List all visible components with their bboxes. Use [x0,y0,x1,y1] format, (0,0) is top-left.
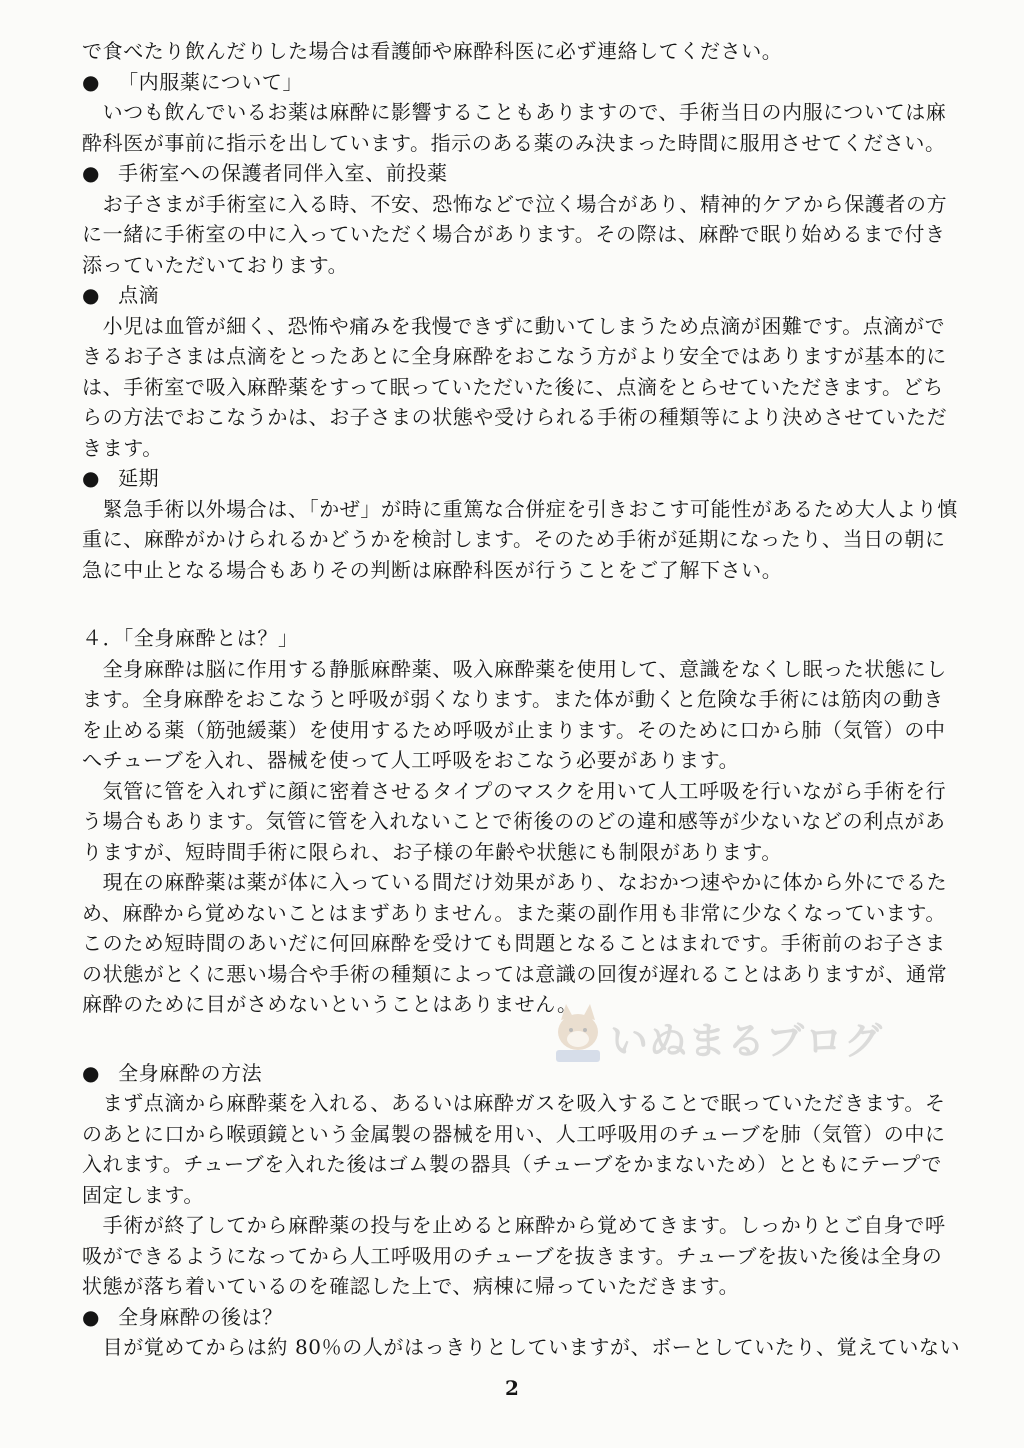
watermark-text: いぬまるブログ [610,1019,884,1063]
text-line: まず点滴から麻酔薬を入れる、あるいは麻酔ガスを吸入することで眠っていただきます。そ [82,1091,946,1115]
bullet-heading: ● 手術室への保護者同伴入室、前投薬 [82,158,922,189]
text-line: このため短時間のあいだに何回麻酔を受けても問題となることはまれです。手術前のお子さま [82,931,946,955]
text-line: 急に中止となる場合もありその判断は麻酔科医が行うことをご了解下さい。 [82,557,783,582]
dog-mascot-icon [548,1002,608,1066]
text-line: 緊急手術以外場合は、「かぜ」が時に重篤な合併症を引きおこす可能性があるため大人より慎 [82,496,958,521]
text-line: 吸ができるようになってから人工呼吸用のチューブを抜きます。チューブを抜いた後は全身の [82,1243,943,1268]
text-line: きます。 [82,435,163,460]
text-line: ます。全身麻酔をおこなうと呼吸が弱くなります。また体が動くと危険な手術には筋肉の動き [82,687,944,711]
text-line: 重に、麻酔がかけられるかどうかを検討します。そのため手術が延期になったり、当日の朝に [82,527,946,551]
text-line: 固定します。 [82,1182,204,1207]
text-line: 全身麻酔は脳に作用する静脈麻酔薬、吸入麻酔薬を使用して、意識をなくし眠った状態にし [82,656,947,681]
text-line: め、麻酔から覚めないことはまずありません。また薬の副作用も非常に少なくなっています。 [82,900,946,925]
bullet-heading: ● 延期 [82,463,922,494]
section-gap [82,585,922,615]
text-line: りますが、短時間手術に限られ、お子様の年齢や状態にも制限があります。 [82,839,782,864]
text-line: の状態がとくに悪い場合や手術の種類によっては意識の回復が遅れることはありますが、通常 [82,961,948,986]
text-line: 添っていただいております。 [82,252,349,277]
watermark [548,1002,898,1072]
text-line: 酔科医が事前に指示を出しています。指示のある薬のみ決まった時間に服用させてください。 [82,130,946,155]
document-body [82,36,961,1363]
text-line: 入れます。チューブを入れた後はゴム製の器具（チューブをかまないため）とともにテープで [82,1152,942,1176]
text-line: に一緒に手術室の中に入っていただく場合があります。その際は、麻酔で眠り始めるまで付き [82,222,946,246]
page-number: 2 [505,1376,519,1400]
text-line: ４．「全身麻酔とは？」 [82,626,299,650]
text-line: お子さまが手術室に入る時、不安、恐怖などで泣く場合があり、精神的ケアから保護者の方 [82,191,948,216]
text-line: 小児は血管が細く、恐怖や痛みを我慢できずに動いてしまうため点滴が困難です。点滴がで [82,313,946,338]
bullet-heading: ● 全身麻酔の後は？ [82,1302,922,1333]
text-line: を止める薬（筋弛緩薬）を使用するため呼吸が止まります。そのために口から肺（気管）の中 [82,717,946,742]
text-line: へチューブを入れ、器械を使って人工呼吸をおこなう必要があります。 [82,748,740,772]
text-line: らの方法でおこなうかは、お子さまの状態や受けられる手術の種類等により決めさせていただ [82,405,948,429]
text-line: で食べたり飲んだりした場合は看護師や麻酔科医に必ず連絡してください。 [82,39,783,63]
text-line: う場合もあります。気管に管を入れないことで術後ののどの違和感等が少ないなどの利点があ [82,809,946,833]
text-line: は、手術室で吸入麻酔薬をすって眠っていただいた後に、点滴をとらせていただきます。どち [82,374,944,399]
bullet-heading: ● 「内服薬について」 [82,67,922,98]
text-line: 状態が落ち着いているのを確認した上で、病棟に帰っていただきます。 [82,1274,740,1298]
text-line: 麻酔のために目がさめないということはありません。 [82,992,578,1016]
bullet-heading: ● 点滴 [82,280,922,311]
section-anesthesia-method [82,1058,961,1363]
bullet-heading: ● 全身麻酔の方法 [82,1058,922,1089]
text-line: 目が覚めてからは約 80％の人がはっきりとしていますが、ボーとしていたり、覚えていない [82,1335,961,1359]
text-line: のあとに口から喉頭鏡という金属製の器械を用い、人工呼吸用のチューブを肺（気管）の中に [82,1121,946,1146]
text-line: 気管に管を入れずに顔に密着させるタイプのマスクを用いて人工呼吸を行いながら手術を行 [82,778,947,803]
text-line: 手術が終了してから麻酔薬の投与を止めると麻酔から覚めてきます。しっかりとご自身で呼 [82,1213,946,1237]
text-line: きるお子さまは点滴をとったあとに全身麻酔をおこなう方がより安全ではありますが基本的に [82,344,947,368]
text-line: いつも飲んでいるお薬は麻酔に影響することもありますので、手術当日の内服については麻 [82,100,947,124]
text-line: 現在の麻酔薬は薬が体に入っている間だけ効果があり、なおかつ速やかに体から外にでるた [82,870,948,894]
section-preop-notes [82,36,958,585]
section-general-anesthesia [82,623,948,1020]
